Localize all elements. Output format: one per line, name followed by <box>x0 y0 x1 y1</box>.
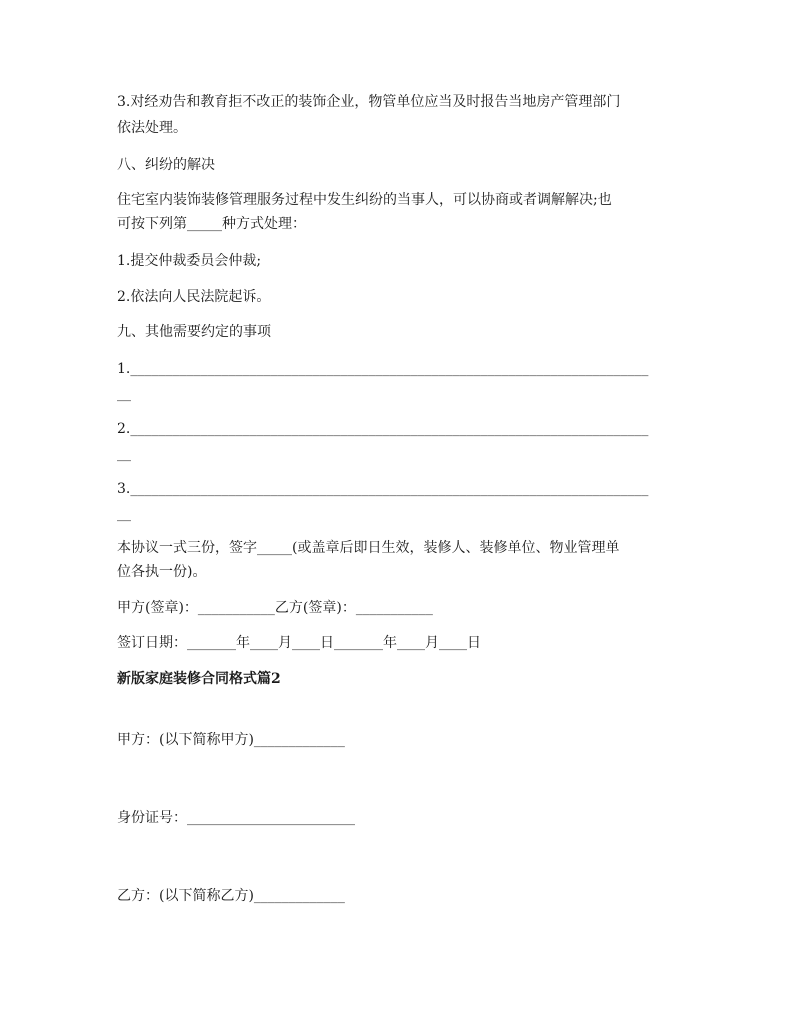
other-item-1-continuation: __ <box>117 386 131 402</box>
clause-3-report-line-1: 3.对经劝告和教育拒不改正的装饰企业，物管单位应当及时报告当地房产管理部门 <box>117 94 621 110</box>
clause-3-report-line-2: 依法处理。 <box>117 120 187 136</box>
section-9-heading: 九、其他需要约定的事项 <box>117 324 271 340</box>
dispute-paragraph-line-2: 可按下列第_____种方式处理： <box>117 216 306 232</box>
dispute-paragraph-line-1: 住宅室内装饰装修管理服务过程中发生纠纷的当事人，可以协商或者调解解决;也 <box>117 192 612 208</box>
id-number-line: 身份证号：________________________ <box>117 810 355 826</box>
other-item-1-line: 1.__________________________________________________________________________ <box>117 361 649 377</box>
other-item-3-continuation: __ <box>117 506 131 522</box>
dispute-option-1: 1.提交仲裁委员会仲裁; <box>117 253 262 269</box>
dispute-option-2: 2.依法向人民法院起诉。 <box>117 289 271 305</box>
other-item-3-line: 3.__________________________________________________________________________ <box>117 481 649 497</box>
signing-date-line: 签订日期：_______年____月____日_______年____月____日 <box>117 635 481 651</box>
party-b-line: 乙方：(以下简称乙方)_____________ <box>117 888 345 904</box>
copies-paragraph-line-2: 位各执一份)。 <box>117 564 207 580</box>
other-item-2-line: 2.__________________________________________________________________________ <box>117 421 649 437</box>
party-a-line: 甲方：(以下简称甲方)_____________ <box>117 732 345 748</box>
signature-line: 甲方(签章)：___________乙方(签章)：___________ <box>117 600 433 616</box>
contract-2-title: 新版家庭装修合同格式篇2 <box>117 671 281 687</box>
copies-paragraph-line-1: 本协议一式三份，签字_____(或盖章后即日生效，装修人、装修单位、物业管理单 <box>117 540 620 556</box>
other-item-2-continuation: __ <box>117 446 131 462</box>
section-8-heading: 八、纠纷的解决 <box>117 157 215 173</box>
